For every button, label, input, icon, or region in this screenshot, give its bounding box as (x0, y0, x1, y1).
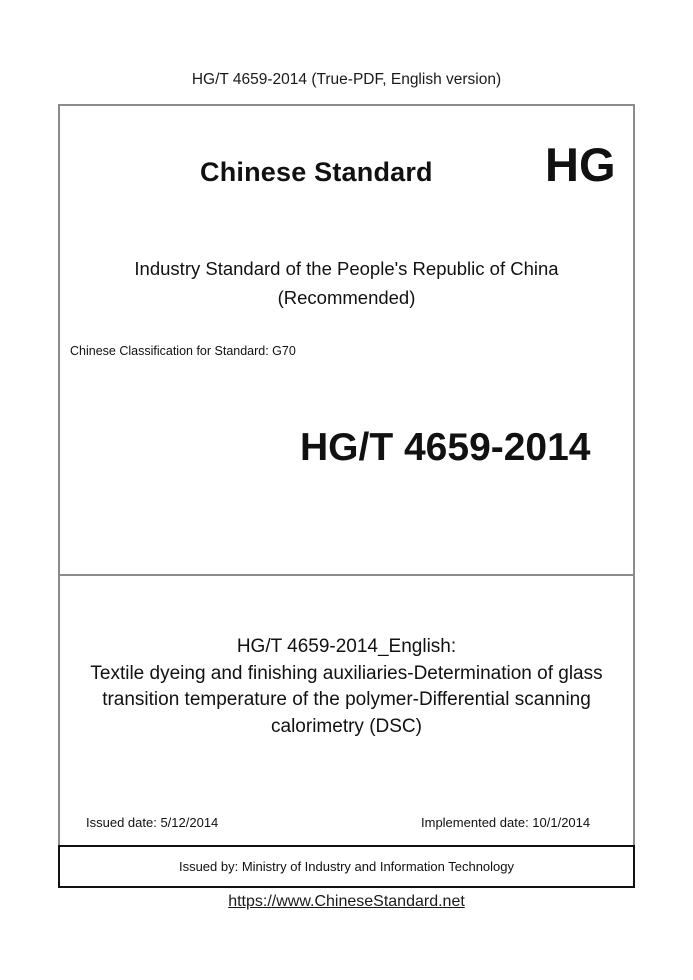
recommended-label: (Recommended) (277, 287, 416, 308)
issuer-label: Issued by: Ministry of Industry and Information Technology (178, 859, 515, 874)
title-line: HG/T 4659-2014_English: (236, 636, 457, 657)
website-link[interactable]: https://www.ChineseStandard.net (228, 893, 465, 910)
title-line: transition temperature of the polymer-Differential scanning (102, 689, 591, 710)
standard-number: HG/T 4659-2014 (300, 426, 591, 469)
issued-date: Issued date: 5/12/2014 (86, 815, 219, 830)
document-header-title: HG/T 4659-2014 (True-PDF, English version) (191, 71, 502, 88)
section-divider (58, 574, 635, 576)
brand-title: Chinese Standard (200, 157, 433, 187)
industry-standard-line: Industry Standard of the People's Republic of China (134, 258, 559, 279)
classification-label: Chinese Classification for Standard: G70 (70, 344, 296, 358)
brand-code: HG (545, 138, 616, 191)
title-line: Textile dyeing and finishing auxiliaries-Determination of glass (90, 662, 603, 684)
title-line: calorimetry (DSC) (271, 715, 422, 737)
standard-title-block (60, 634, 633, 740)
implemented-date: Implemented date: 10/1/2014 (421, 815, 591, 830)
issuer-box (58, 845, 635, 888)
